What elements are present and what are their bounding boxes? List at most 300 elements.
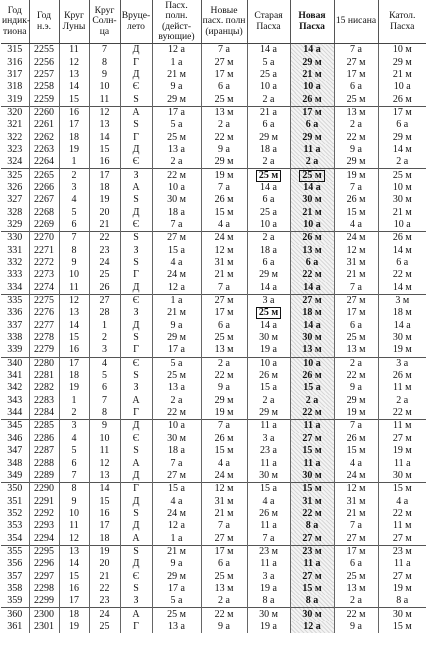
cell-lunar-cycle: 3	[59, 182, 89, 194]
cell-paschal-full-moon-new: 2 а	[201, 357, 247, 370]
cell-paschal-full-moon-new: 19 м	[201, 169, 247, 182]
cell-15-nisan: 15 м	[334, 206, 378, 218]
cell-vrutseleto: Д	[120, 282, 152, 295]
cell-new-easter: 27 м	[290, 532, 334, 545]
cell-lunar-cycle: 13	[59, 69, 89, 81]
cell-old-easter: 2 а	[247, 156, 290, 169]
cell-paschal-full-moon-new: 26 м	[201, 433, 247, 445]
cell-paschal-full-moon-new: 27 м	[201, 56, 247, 68]
cell-catholic-easter: 3 а	[378, 357, 426, 370]
cell-old-easter: 14 а	[247, 282, 290, 295]
cell-lunar-cycle: 18	[59, 370, 89, 382]
cell-15-nisan: 13 м	[334, 106, 378, 119]
cell-indiction-year: 343	[7, 394, 23, 406]
cell-lunar-cycle: 7	[59, 470, 89, 483]
cell-old-easter: 15 а	[247, 483, 290, 496]
cell-15-nisan: 21 м	[334, 269, 378, 281]
table-row	[1, 445, 426, 457]
cell-indiction-year: 359	[7, 595, 23, 607]
cell-solar-cycle: 2	[89, 332, 120, 344]
cell-indiction-year: 321	[7, 119, 23, 131]
table-row	[1, 307, 426, 319]
cell-lunar-cycle: 13	[59, 307, 89, 319]
cell-new-easter: 10 а	[290, 357, 334, 370]
cell-paschal-full-moon-new: 13 м	[201, 344, 247, 357]
cell-catholic-easter: 15 м	[378, 483, 426, 496]
cell-paschal-full-moon-new: 22 м	[201, 370, 247, 382]
cell-lunar-cycle: 12	[59, 294, 89, 307]
cell-15-nisan: 29 м	[334, 395, 378, 407]
table-row	[1, 583, 426, 595]
cell-solar-cycle: 7	[89, 395, 120, 407]
header-lunar-cycle: Круг Луны	[59, 0, 89, 44]
cell-new-easter: 14 а	[290, 282, 334, 295]
table-row	[1, 93, 426, 106]
cell-catholic-easter: 17 м	[378, 106, 426, 119]
cell-indiction-year: 320	[1, 106, 29, 119]
cell-catholic-easter: 19 м	[378, 583, 426, 595]
cell-ad-year: 2286	[29, 433, 59, 445]
cell-lunar-cycle: 17	[59, 595, 89, 608]
cell-catholic-easter: 27 м	[378, 532, 426, 545]
cell-old-easter: 2 а	[247, 232, 290, 245]
cell-catholic-easter: 10 а	[378, 81, 426, 93]
cell-vrutseleto: Д	[120, 44, 152, 57]
cell-old-easter: 25 а	[247, 69, 290, 81]
cell-ad-year: 2278	[29, 332, 59, 344]
cell-ad-year: 2282	[29, 382, 59, 394]
table-row	[1, 420, 426, 433]
cell-15-nisan: 17 м	[334, 545, 378, 558]
cell-paschal-full-moon-new: 17 м	[201, 307, 247, 319]
cell-catholic-easter: 30 м	[378, 470, 426, 483]
table-row	[1, 608, 426, 621]
cell-new-easter: 18 м	[290, 307, 334, 319]
cell-vrutseleto: Є	[120, 294, 152, 307]
cell-15-nisan: 17 м	[334, 307, 378, 319]
cell-new-easter: 11 а	[290, 420, 334, 433]
cell-paschal-full-moon-new: 17 м	[201, 69, 247, 81]
cell-15-nisan: 4 а	[334, 457, 378, 469]
cell-vrutseleto: Ѕ	[120, 545, 152, 558]
cell-old-easter: 11 а	[247, 420, 290, 433]
cell-indiction-year: 344	[7, 407, 23, 419]
cell-paschal-full-moon-current: 17 а	[152, 106, 201, 119]
cell-15-nisan: 24 м	[334, 232, 378, 245]
cell-old-easter: 2 а	[247, 93, 290, 106]
cell-paschal-full-moon-current: 30 м	[152, 194, 201, 206]
cell-indiction-year: 350	[1, 483, 29, 496]
cell-paschal-full-moon-new: 27 м	[201, 294, 247, 307]
cell-ad-year: 2263	[29, 144, 59, 156]
cell-ad-year: 2259	[29, 93, 59, 106]
table-row	[1, 144, 426, 156]
cell-15-nisan: 22 м	[334, 131, 378, 143]
cell-paschal-full-moon-current: 9 а	[152, 81, 201, 93]
cell-solar-cycle: 10	[89, 81, 120, 93]
cell-ad-year: 2287	[29, 445, 59, 457]
cell-15-nisan: 21 м	[334, 508, 378, 520]
cell-lunar-cycle: 5	[59, 206, 89, 218]
cell-15-nisan: 7 а	[334, 420, 378, 433]
cell-new-easter: 22 м	[290, 407, 334, 420]
cell-15-nisan: 25 м	[334, 332, 378, 344]
cell-old-easter: 25 а	[247, 206, 290, 218]
table-row	[1, 558, 426, 570]
cell-solar-cycle: 14	[89, 131, 120, 143]
cell-catholic-easter: 6 а	[378, 257, 426, 269]
table-row	[1, 269, 426, 281]
cell-lunar-cycle: 17	[59, 119, 89, 131]
cell-catholic-easter: 26 м	[378, 93, 426, 106]
cell-paschal-full-moon-current: 24 м	[152, 269, 201, 281]
cell-ad-year: 2289	[29, 470, 59, 483]
cell-vrutseleto: З	[120, 595, 152, 608]
cell-paschal-full-moon-new: 12 м	[201, 245, 247, 257]
cell-lunar-cycle: 15	[59, 570, 89, 582]
cell-paschal-full-moon-new: 6 а	[201, 81, 247, 93]
cell-paschal-full-moon-current: 18 а	[152, 445, 201, 457]
cell-old-easter: 6 а	[247, 257, 290, 269]
cell-paschal-full-moon-current: 18 а	[152, 206, 201, 218]
cell-15-nisan: 19 м	[334, 407, 378, 420]
cell-paschal-full-moon-current: 29 м	[152, 332, 201, 344]
cell-15-nisan: 9 а	[334, 144, 378, 156]
cell-paschal-full-moon-current: 15 а	[152, 245, 201, 257]
cell-lunar-cycle: 16	[59, 344, 89, 357]
cell-solar-cycle: 19	[89, 545, 120, 558]
cell-indiction-year: 333	[7, 269, 23, 281]
cell-ad-year: 2292	[29, 508, 59, 520]
cell-solar-cycle: 1	[89, 320, 120, 332]
table-row	[1, 206, 426, 218]
cell-old-easter: 14 а	[247, 182, 290, 194]
cell-solar-cycle: 24	[89, 608, 120, 621]
cell-solar-cycle: 16	[89, 156, 120, 169]
cell-vrutseleto: Д	[120, 520, 152, 532]
cell-old-easter: 4 а	[247, 495, 290, 507]
cell-lunar-cycle: 14	[59, 81, 89, 93]
cell-indiction-year: 341	[7, 370, 23, 382]
cell-solar-cycle: 14	[89, 483, 120, 496]
cell-ad-year: 2283	[29, 395, 59, 407]
cell-paschal-full-moon-new: 15 м	[201, 445, 247, 457]
cell-solar-cycle: 9	[89, 420, 120, 433]
cell-vrutseleto: Д	[120, 420, 152, 433]
cell-lunar-cycle: 12	[59, 532, 89, 545]
cell-vrutseleto: Ѕ	[120, 583, 152, 595]
cell-ad-year: 2255	[29, 44, 59, 57]
cell-paschal-full-moon-new: 7 а	[201, 420, 247, 433]
cell-solar-cycle: 23	[89, 595, 120, 608]
cell-paschal-full-moon-new: 31 м	[201, 257, 247, 269]
cell-catholic-easter: 25 м	[378, 169, 426, 182]
cell-new-easter: 6 а	[290, 257, 334, 269]
table-row	[1, 69, 426, 81]
cell-lunar-cycle: 11	[59, 282, 89, 295]
cell-indiction-year: 331	[7, 244, 23, 256]
cell-paschal-full-moon-current: 21 м	[152, 545, 201, 558]
cell-new-easter: 11 а	[290, 457, 334, 469]
cell-vrutseleto: А	[120, 457, 152, 469]
cell-ad-year: 2285	[29, 420, 59, 433]
header-new-easter: Новая Пасха	[290, 0, 334, 44]
cell-old-easter: 5 а	[247, 56, 290, 68]
cell-solar-cycle: 20	[89, 206, 120, 218]
cell-indiction-year: 328	[7, 206, 23, 218]
cell-new-easter: 15 м	[290, 483, 334, 496]
cell-old-easter: 2 а	[247, 395, 290, 407]
cell-paschal-full-moon-new: 27 м	[201, 532, 247, 545]
cell-vrutseleto: З	[120, 169, 152, 182]
cell-old-easter: 11 а	[247, 520, 290, 532]
cell-vrutseleto: Є	[120, 433, 152, 445]
cell-lunar-cycle: 19	[59, 621, 89, 633]
table-row	[1, 483, 426, 496]
cell-ad-year: 2274	[29, 282, 59, 295]
cell-solar-cycle: 13	[89, 470, 120, 483]
cell-old-easter: 3 а	[247, 570, 290, 582]
cell-lunar-cycle: 19	[59, 144, 89, 156]
cell-indiction-year: 354	[7, 532, 23, 544]
cell-indiction-year: 342	[7, 382, 23, 394]
cell-ad-year: 2277	[29, 320, 59, 332]
cell-vrutseleto: Г	[120, 407, 152, 420]
cell-old-easter: 29 м	[247, 269, 290, 281]
table-row	[1, 545, 426, 558]
table-row	[1, 407, 426, 420]
cell-vrutseleto: З	[120, 245, 152, 257]
cell-paschal-full-moon-current: 5 а	[152, 595, 201, 608]
cell-solar-cycle: 19	[89, 194, 120, 206]
table-row	[1, 433, 426, 445]
cell-lunar-cycle: 4	[59, 433, 89, 445]
cell-paschal-full-moon-current: 17 а	[152, 344, 201, 357]
cell-vrutseleto: Ѕ	[120, 370, 152, 382]
cell-catholic-easter: 11 м	[378, 520, 426, 532]
cell-old-easter: 19 а	[247, 583, 290, 595]
cell-catholic-easter: 21 м	[378, 206, 426, 218]
table-row	[1, 320, 426, 332]
cell-catholic-easter: 14 а	[378, 320, 426, 332]
cell-ad-year: 2271	[29, 245, 59, 257]
cell-vrutseleto: Є	[120, 156, 152, 169]
cell-lunar-cycle: 15	[59, 93, 89, 106]
cell-paschal-full-moon-new: 7 а	[201, 44, 247, 57]
cell-catholic-easter: 22 м	[378, 269, 426, 281]
cell-catholic-easter: 29 м	[378, 56, 426, 68]
table-row	[1, 570, 426, 582]
cell-solar-cycle: 11	[89, 445, 120, 457]
cell-old-easter: 14 а	[247, 44, 290, 57]
cell-indiction-year: 356	[7, 558, 23, 570]
cell-ad-year: 2288	[29, 457, 59, 469]
table-row	[1, 56, 426, 68]
table-row	[1, 194, 426, 206]
table-row	[1, 470, 426, 483]
cell-new-easter: 26 м	[290, 93, 334, 106]
cell-paschal-full-moon-current: 25 м	[152, 131, 201, 143]
cell-lunar-cycle: 15	[59, 332, 89, 344]
cell-paschal-full-moon-current: 25 м	[152, 370, 201, 382]
cell-old-easter: 3 а	[247, 294, 290, 307]
cell-vrutseleto: А	[120, 608, 152, 621]
header-indiction-year: Год индик-тиона	[1, 0, 29, 44]
cell-paschal-full-moon-current: 9 а	[152, 558, 201, 570]
cell-old-easter: 26 м	[247, 370, 290, 382]
cell-lunar-cycle: 10	[59, 508, 89, 520]
cell-new-easter: 2 а	[290, 156, 334, 169]
cell-paschal-full-moon-current: 13 а	[152, 382, 201, 394]
cell-new-easter: 15 м	[290, 583, 334, 595]
cell-paschal-full-moon-new: 24 м	[201, 470, 247, 483]
boxed-date: 25 м	[256, 307, 281, 319]
cell-vrutseleto: Ѕ	[120, 445, 152, 457]
cell-paschal-full-moon-new: 21 м	[201, 508, 247, 520]
cell-indiction-year: 353	[7, 520, 23, 532]
cell-indiction-year: 318	[7, 81, 23, 93]
cell-new-easter: 21 м	[290, 69, 334, 81]
cell-paschal-full-moon-current: 27 м	[152, 470, 201, 483]
cell-15-nisan: 12 м	[334, 483, 378, 496]
cell-catholic-easter: 14 м	[378, 245, 426, 257]
cell-paschal-full-moon-current: 7 а	[152, 457, 201, 469]
cell-vrutseleto: Д	[120, 144, 152, 156]
cell-solar-cycle: 16	[89, 508, 120, 520]
cell-paschal-full-moon-new: 26 м	[201, 194, 247, 206]
cell-lunar-cycle: 13	[59, 545, 89, 558]
cell-ad-year: 2293	[29, 520, 59, 532]
cell-solar-cycle: 13	[89, 119, 120, 131]
cell-new-easter: 13 м	[290, 245, 334, 257]
cell-paschal-full-moon-current: 1 а	[152, 56, 201, 68]
cell-solar-cycle: 12	[89, 457, 120, 469]
cell-paschal-full-moon-new: 7 а	[201, 182, 247, 194]
cell-15-nisan: 29 м	[334, 156, 378, 169]
cell-old-easter: 19 а	[247, 344, 290, 357]
cell-15-nisan: 19 м	[334, 169, 378, 182]
cell-15-nisan: 12 м	[334, 245, 378, 257]
cell-new-easter: 26 м	[290, 370, 334, 382]
cell-indiction-year: 315	[7, 44, 23, 56]
cell-ad-year: 2262	[29, 131, 59, 143]
cell-lunar-cycle: 19	[59, 382, 89, 394]
cell-indiction-year: 323	[7, 143, 23, 155]
cell-indiction-year: 316	[7, 56, 23, 68]
table-row	[1, 169, 426, 182]
cell-solar-cycle: 6	[89, 382, 120, 394]
header-old-easter: Старая Пасха	[247, 0, 290, 44]
cell-catholic-easter: 4 а	[378, 495, 426, 507]
cell-vrutseleto: А	[120, 182, 152, 194]
cell-paschal-full-moon-current: 21 м	[152, 69, 201, 81]
cell-new-easter: 2 а	[290, 395, 334, 407]
cell-solar-cycle: 11	[89, 93, 120, 106]
header-15-nisan: 15 нисана	[334, 0, 378, 44]
cell-ad-year: 2266	[29, 182, 59, 194]
cell-solar-cycle: 23	[89, 245, 120, 257]
cell-solar-cycle: 25	[89, 621, 120, 633]
cell-old-easter: 18 а	[247, 144, 290, 156]
cell-old-easter: 10 а	[247, 81, 290, 93]
cell-old-easter: 11 а	[247, 558, 290, 570]
cell-indiction-year: 330	[1, 232, 29, 245]
cell-lunar-cycle: 16	[59, 583, 89, 595]
cell-ad-year: 2296	[29, 558, 59, 570]
cell-solar-cycle: 18	[89, 182, 120, 194]
cell-lunar-cycle: 9	[59, 495, 89, 507]
cell-solar-cycle: 27	[89, 294, 120, 307]
cell-paschal-full-moon-current: 5 а	[152, 119, 201, 131]
cell-vrutseleto: Г	[120, 56, 152, 68]
cell-paschal-full-moon-new: 2 а	[201, 595, 247, 608]
cell-catholic-easter: 11 м	[378, 382, 426, 394]
cell-vrutseleto: Г	[120, 269, 152, 281]
cell-15-nisan: 9 а	[334, 621, 378, 633]
cell-paschal-full-moon-current: 13 а	[152, 621, 201, 633]
cell-15-nisan: 27 м	[334, 56, 378, 68]
cell-paschal-full-moon-new: 25 м	[201, 570, 247, 582]
cell-paschal-full-moon-new: 9 а	[201, 382, 247, 394]
cell-old-easter: 14 а	[247, 320, 290, 332]
cell-paschal-full-moon-current: 2 а	[152, 156, 201, 169]
cell-catholic-easter: 2 а	[378, 395, 426, 407]
cell-15-nisan: 27 м	[334, 532, 378, 545]
table-row	[1, 294, 426, 307]
cell-paschal-full-moon-current: 5 а	[152, 357, 201, 370]
cell-paschal-full-moon-new: 25 м	[201, 93, 247, 106]
cell-vrutseleto: Г	[120, 483, 152, 496]
cell-ad-year: 2294	[29, 532, 59, 545]
cell-ad-year: 2290	[29, 483, 59, 496]
cell-indiction-year: 339	[7, 344, 23, 356]
cell-paschal-full-moon-new: 29 м	[201, 395, 247, 407]
cell-15-nisan: 25 м	[334, 93, 378, 106]
cell-catholic-easter: 2 а	[378, 156, 426, 169]
cell-new-easter: 8 а	[290, 595, 334, 608]
cell-new-easter: 6 а	[290, 119, 334, 131]
cell-catholic-easter: 6 а	[378, 119, 426, 131]
cell-lunar-cycle: 8	[59, 245, 89, 257]
cell-new-easter	[290, 169, 334, 182]
cell-old-easter: 10 а	[247, 357, 290, 370]
cell-ad-year: 2268	[29, 206, 59, 218]
cell-ad-year: 2267	[29, 194, 59, 206]
cell-ad-year: 2260	[29, 106, 59, 119]
cell-15-nisan: 2 а	[334, 595, 378, 608]
cell-indiction-year: 326	[7, 181, 23, 193]
cell-paschal-full-moon-current: 24 м	[152, 508, 201, 520]
cell-15-nisan: 2 а	[334, 119, 378, 131]
cell-lunar-cycle: 17	[59, 357, 89, 370]
cell-old-easter: 8 а	[247, 595, 290, 608]
table-row	[1, 520, 426, 532]
cell-paschal-full-moon-current: 21 м	[152, 307, 201, 319]
cell-new-easter: 21 м	[290, 206, 334, 218]
cell-paschal-full-moon-current: 1 а	[152, 294, 201, 307]
cell-indiction-year: 335	[1, 294, 29, 307]
cell-15-nisan: 7 а	[334, 520, 378, 532]
cell-ad-year: 2281	[29, 370, 59, 382]
cell-new-easter: 14 а	[290, 182, 334, 194]
cell-paschal-full-moon-current: 9 а	[152, 320, 201, 332]
cell-new-easter: 12 а	[290, 621, 334, 633]
cell-paschal-full-moon-current: 15 а	[152, 483, 201, 496]
cell-catholic-easter: 29 м	[378, 131, 426, 143]
cell-solar-cycle: 22	[89, 583, 120, 595]
cell-ad-year: 2284	[29, 407, 59, 420]
cell-vrutseleto: Д	[120, 320, 152, 332]
